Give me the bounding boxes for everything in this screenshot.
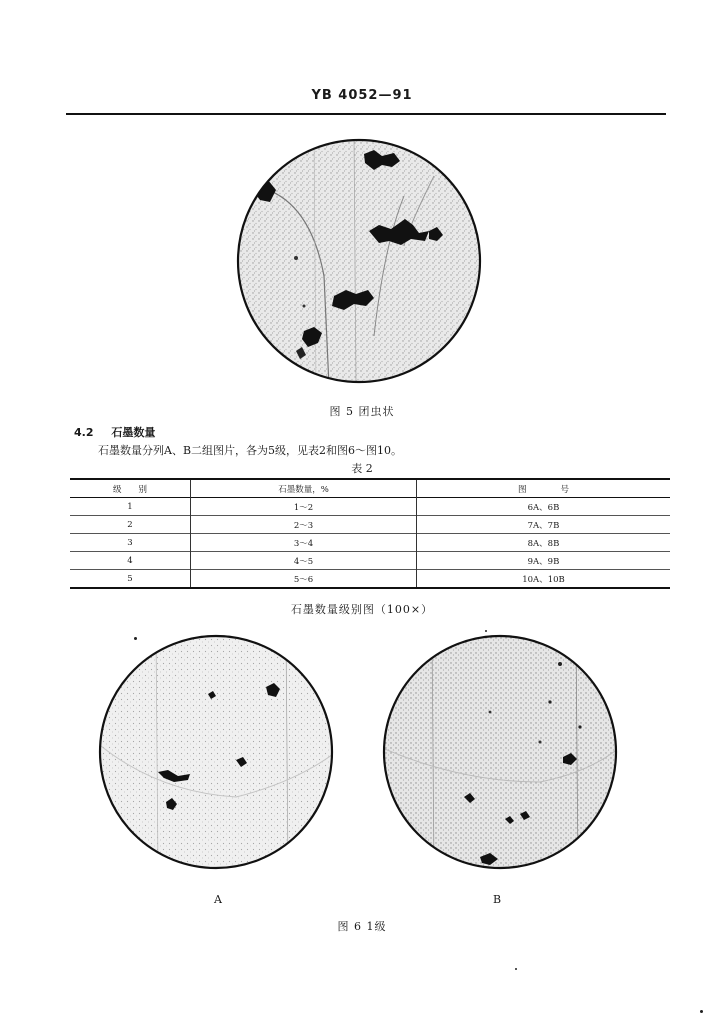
- cell-quantity: 5～6: [191, 570, 417, 589]
- cell-grade: 3: [127, 537, 133, 548]
- cell-grade: 5: [127, 573, 133, 584]
- cell-figure: 7A、7B: [417, 516, 671, 534]
- cell-grade: 2: [127, 519, 133, 530]
- table-row: [70, 498, 670, 516]
- table-header-row: [70, 479, 670, 498]
- cell-quantity: 3～4: [191, 534, 417, 552]
- scan-speck: [700, 1010, 703, 1013]
- standard-code-header: YB 4052—91: [311, 88, 413, 103]
- table-row: [70, 516, 670, 534]
- cell-figure: 8A、8B: [417, 534, 671, 552]
- header-grade: 级 别: [112, 484, 147, 495]
- header-rule: [66, 113, 666, 115]
- figure-5-caption: 图 5 团虫状: [329, 405, 395, 418]
- cell-figure: 10A、10B: [417, 570, 671, 589]
- figure-6-caption: 图 6 1级: [337, 920, 387, 933]
- header-figure-number: 图 号: [417, 479, 671, 498]
- cell-quantity: 2～3: [191, 516, 417, 534]
- table-row: [70, 552, 670, 570]
- grade-chart-title: 石墨数量级别图（100×）: [290, 603, 434, 616]
- cell-grade: 1: [127, 501, 133, 512]
- scan-speck: [485, 630, 487, 632]
- cell-quantity: 4～5: [191, 552, 417, 570]
- cell-quantity: 1～2: [191, 498, 417, 516]
- section-number: 4.2: [74, 426, 94, 439]
- micrograph-figure-5: [234, 136, 484, 386]
- figure-6-label-a: A: [214, 893, 222, 906]
- table-row: [70, 534, 670, 552]
- cell-figure: 9A、9B: [417, 552, 671, 570]
- scan-speck: [134, 637, 137, 640]
- section-heading: [74, 424, 169, 440]
- table-row: [70, 570, 670, 589]
- micrograph-figure-6b: [380, 632, 620, 872]
- section-body-text: 石墨数量分列A、B二组图片，各为5级，见表2和图6～图10。: [98, 444, 403, 457]
- scan-speck: [515, 968, 517, 970]
- micrograph-figure-6a: [96, 632, 336, 872]
- table-2-title: 表 2: [351, 462, 373, 475]
- graphite-quantity-table: [70, 478, 670, 589]
- cell-figure: 6A、6B: [417, 498, 671, 516]
- cell-grade: 4: [127, 555, 133, 566]
- header-graphite-quantity: 石墨数量，%: [191, 479, 417, 498]
- figure-6-label-b: B: [493, 893, 502, 906]
- section-title: 石墨数量: [111, 426, 156, 439]
